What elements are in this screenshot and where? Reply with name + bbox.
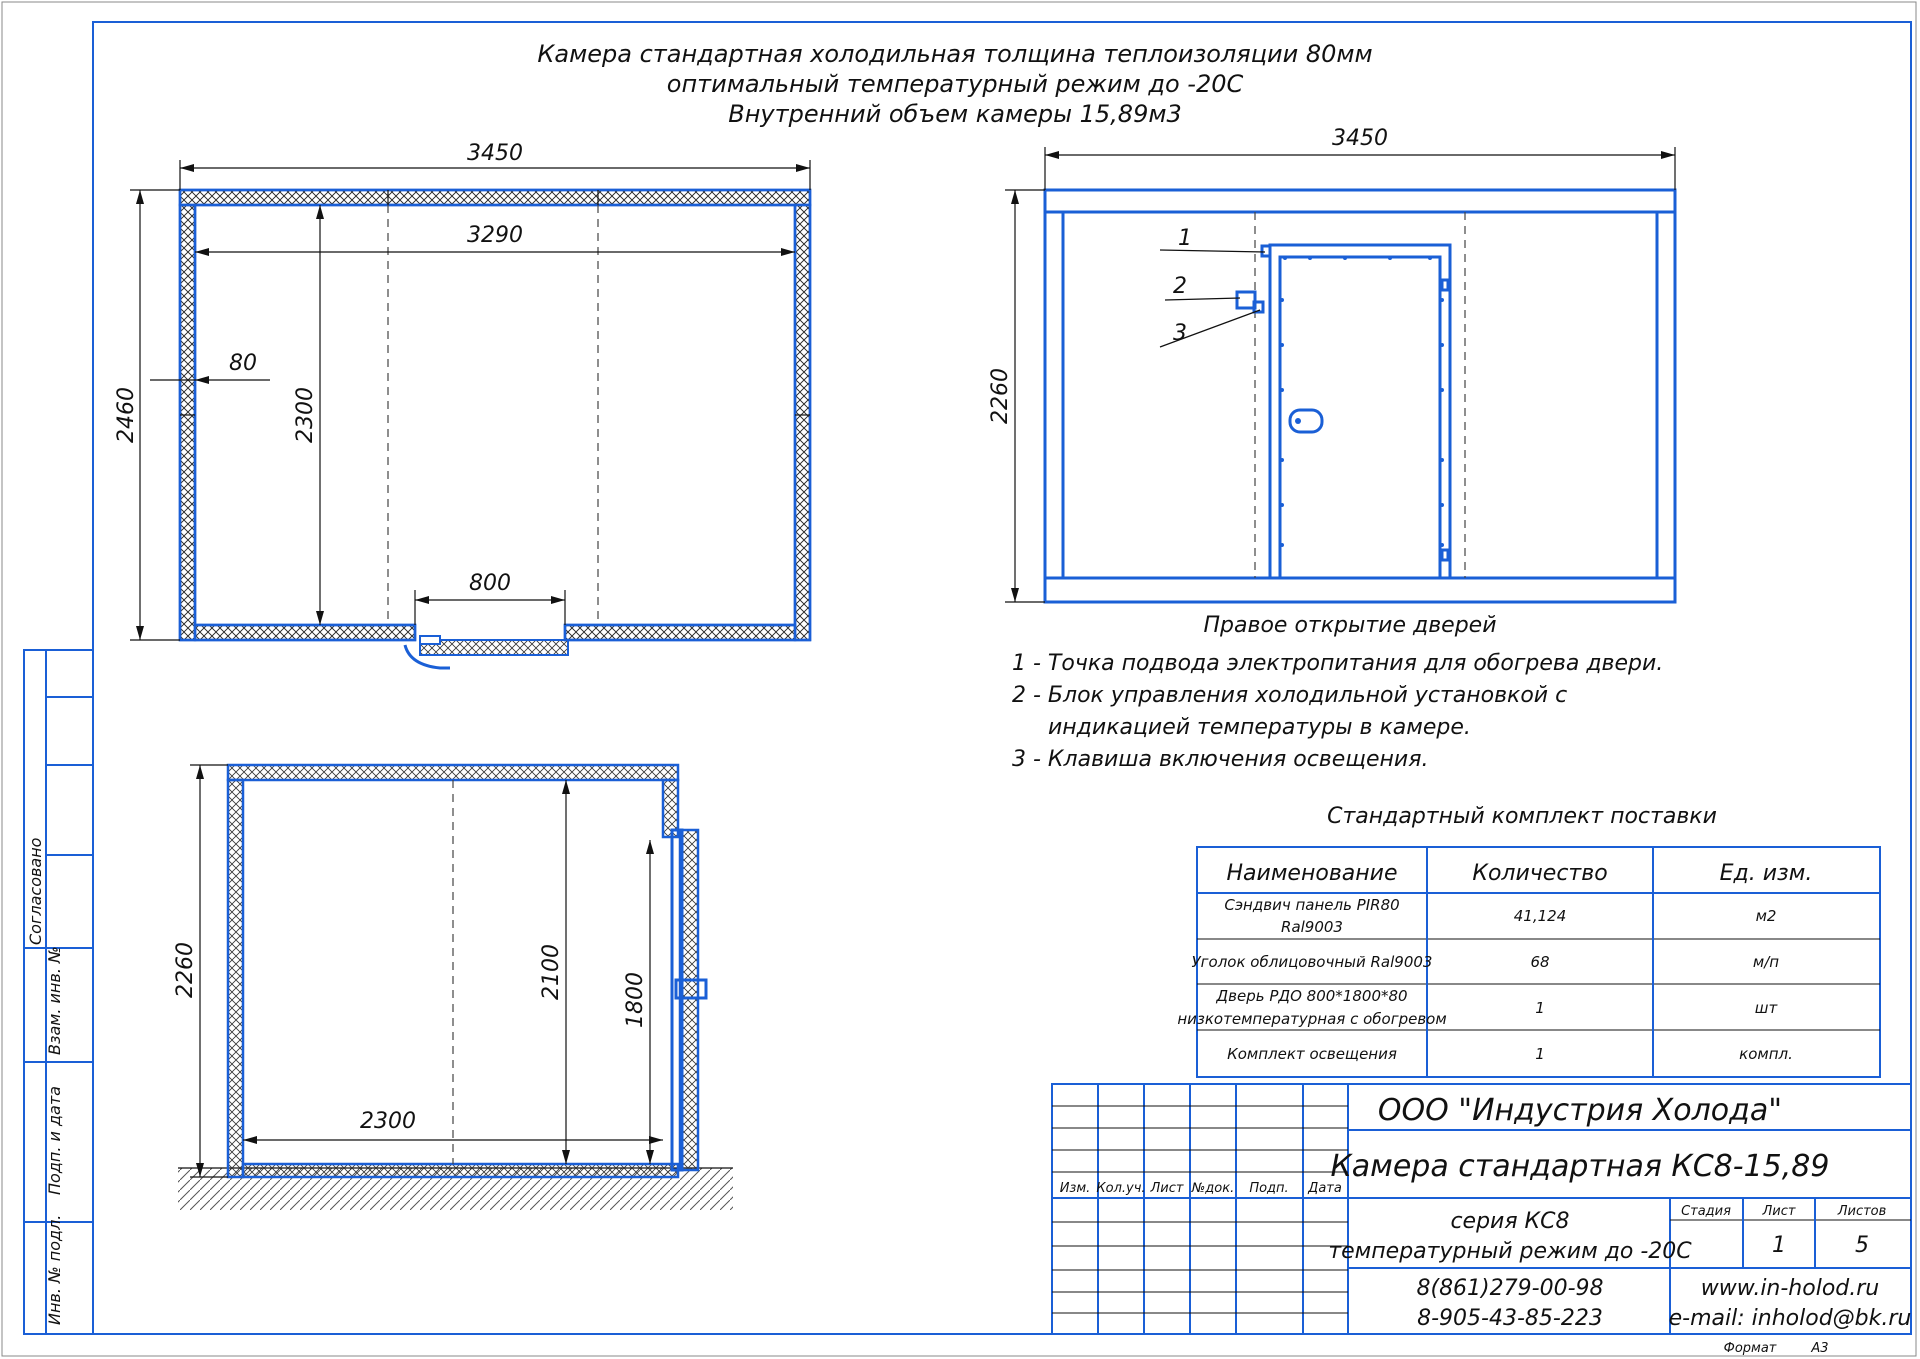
format-label: Формат <box>1723 1341 1777 1356</box>
front-view <box>988 126 1675 638</box>
kit-header-qty: Количество <box>1472 861 1608 886</box>
series-line-1: серия КС8 <box>1450 1209 1570 1234</box>
product-name: Камера стандартная КС8-15,89 <box>1330 1149 1830 1184</box>
title-line-1: Камера стандартная холодильная толщина теплоизоляции 80мм <box>537 40 1373 68</box>
phone-2: 8-905-43-85-223 <box>1417 1306 1603 1331</box>
kit-row-3-name2: низкотемпературная с обогревом <box>1177 1010 1447 1028</box>
kit-row-4-qty: 1 <box>1535 1045 1545 1063</box>
col-data: Дата <box>1308 1181 1342 1196</box>
front-marker-3: 3 <box>1173 321 1187 346</box>
website: www.in-holod.ru <box>1700 1276 1880 1301</box>
list-label: Лист <box>1762 1204 1796 1219</box>
plan-inner-depth: 2300 <box>293 387 318 443</box>
plan-outer-depth: 2460 <box>114 387 139 443</box>
kit-header-name: Наименование <box>1226 861 1398 886</box>
legend-notes <box>1012 651 1663 772</box>
side-strip <box>24 650 93 1334</box>
side-view <box>173 765 733 1210</box>
note-3: 3 - Клавиша включения освещения. <box>1012 747 1429 772</box>
front-width: 3450 <box>1332 126 1388 151</box>
col-izm: Изм. <box>1059 1181 1091 1196</box>
kit-row-4-unit: компл. <box>1739 1045 1793 1063</box>
kit-row-2-qty: 68 <box>1530 953 1550 971</box>
col-kol: Кол.уч. <box>1096 1181 1146 1196</box>
kit-table <box>1177 804 1880 1077</box>
kit-caption: Стандартный комплект поставки <box>1327 804 1717 829</box>
kit-row-3-name: Дверь РДО 800*1800*80 <box>1216 987 1408 1005</box>
kit-row-2-name: Уголок облицовочный Ral9003 <box>1191 953 1433 971</box>
kit-header-unit: Ед. изм. <box>1719 861 1813 886</box>
inv-label: Инв. № подл. <box>45 1214 64 1325</box>
kit-row-2-unit: м/п <box>1752 953 1780 971</box>
side-door-height: 1800 <box>623 972 648 1028</box>
note-2a: 2 - Блок управления холодильной установкой с <box>1012 683 1568 708</box>
kit-row-1-qty: 41,124 <box>1513 907 1567 925</box>
side-height: 2260 <box>173 942 198 998</box>
plan-view <box>114 141 810 668</box>
kit-row-1-name2: Ral9003 <box>1281 918 1343 936</box>
front-height: 2260 <box>988 368 1013 424</box>
front-marker-1: 1 <box>1178 226 1192 251</box>
front-caption: Правое открытие дверей <box>1203 613 1497 638</box>
plan-wall-thickness: 80 <box>229 351 257 376</box>
agreed-label: Согласовано <box>26 837 45 945</box>
kit-row-3-unit: шт <box>1754 999 1778 1017</box>
side-inner-height: 2100 <box>539 944 564 1000</box>
note-2b: индикацией температуры в камере. <box>1048 715 1471 740</box>
col-list: Лист <box>1150 1181 1184 1196</box>
email: e-mail: inholod@bk.ru <box>1668 1306 1912 1331</box>
plan-door-width: 800 <box>469 571 511 596</box>
plan-inner-width: 3290 <box>467 223 523 248</box>
frame-border <box>93 22 1911 1334</box>
title-line-2: оптимальный температурный режим до -20С <box>666 70 1244 98</box>
power-point-icon <box>1262 246 1270 256</box>
podp-label: Подп. и дата <box>45 1086 64 1195</box>
company-name: ООО "Индустрия Холода" <box>1377 1093 1783 1128</box>
format-value: А3 <box>1811 1341 1829 1356</box>
listov-label: Листов <box>1837 1204 1887 1219</box>
vzam-label: Взам. инв. № <box>45 946 64 1055</box>
col-ndok: №док. <box>1191 1181 1235 1196</box>
series-line-2: температурный режим до -20С <box>1328 1239 1692 1264</box>
list-value: 1 <box>1772 1233 1786 1258</box>
col-podp: Подп. <box>1249 1181 1289 1196</box>
title-block <box>1052 1084 1911 1334</box>
plan-outer-width: 3450 <box>467 141 523 166</box>
kit-row-4-name: Комплект освещения <box>1227 1045 1397 1063</box>
side-inner-depth: 2300 <box>360 1109 416 1134</box>
kit-row-3-qty: 1 <box>1535 999 1545 1017</box>
kit-row-1-unit: м2 <box>1755 907 1777 925</box>
title-line-3: Внутренний объем камеры 15,89м3 <box>728 100 1182 128</box>
front-marker-2: 2 <box>1173 274 1187 299</box>
kit-row-1-name: Сэндвич панель PIR80 <box>1224 896 1400 914</box>
stadia-label: Стадия <box>1681 1204 1731 1219</box>
note-1: 1 - Точка подвода электропитания для обогрева двери. <box>1012 651 1664 676</box>
drawing-title <box>537 40 1372 128</box>
phone-1: 8(861)279-00-98 <box>1416 1276 1604 1301</box>
listov-value: 5 <box>1855 1233 1869 1258</box>
control-unit-icon <box>1237 292 1255 308</box>
